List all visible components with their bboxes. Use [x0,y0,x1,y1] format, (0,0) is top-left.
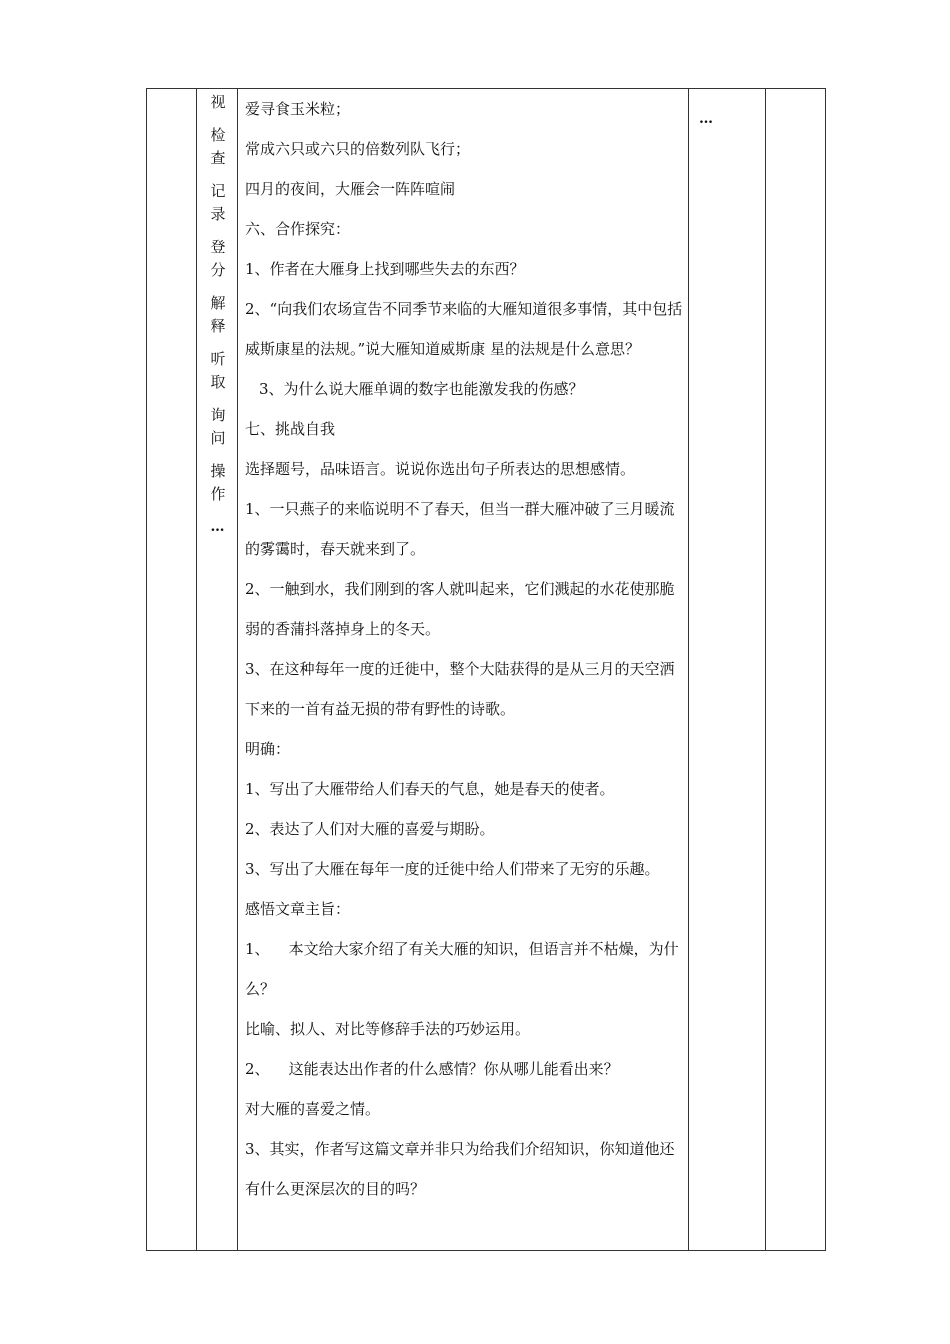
question: 1、作者在大雁身上找到哪些失去的东西？ [245,260,525,278]
answer-item: 3、写出了大雁在每年一度的迁徙中给人们带来了无穷的乐趣。 [245,860,660,878]
method-term: 询问 [210,406,226,447]
question: 3、为什么说大雁单调的数字也能激发我的伤感？ [259,380,584,398]
lesson-table [146,88,826,1251]
column-divider [688,89,689,1250]
theme-answer: 比喻、拟人、对比等修辞手法的巧妙运用。 [245,1020,531,1038]
answer-item: 1、写出了大雁带给人们春天的气息，她是春天的使者。 [245,780,615,798]
question: 2、“向我们农场宣告不同季节来临的大雁知道很多事情，其中包括威斯康星的法规。”说大雁知道威斯康 星的法规是什么意思？ [245,300,683,358]
answer-item: 2、表达了人们对大雁的喜爱与期盼。 [245,820,495,838]
content-line: 四月的夜间，大雁会一阵阵喧闹 [245,180,456,198]
method-term: 操作 [210,462,226,503]
theme-heading: 感悟文章主旨： [245,900,351,918]
method-term: 检查 [210,126,226,167]
content-line: 爱寻食玉米粒； [245,100,351,118]
method-term: 记录 [210,182,226,223]
sentence-item: 2、一触到水，我们刚到的客人就叫起来，它们溅起的水花使那脆弱的香蒲抖落掉身上的冬天。 [245,580,675,638]
column-divider [237,89,238,1250]
sentence-item: 1、一只燕子的来临说明不了春天，但当一群大雁冲破了三月暖流的雾霭时，春天就来到了。 [245,500,675,558]
method-term: 视 [210,93,226,111]
theme-answer: 对大雁的喜爱之情。 [245,1100,381,1118]
clarify-heading: 明确： [245,740,291,758]
method-ellipsis: … [210,519,226,535]
theme-question: 3、其实，作者写这篇文章并非只为给我们介绍知识，你知道他还有什么更深层次的目的吗？ [245,1140,675,1198]
column-divider [765,89,766,1250]
lesson-content [245,89,685,1209]
column-divider [196,89,197,1250]
theme-question: 2、 这能表达出作者的什么感情？你从哪儿能看出来？ [245,1060,619,1078]
teaching-methods-column [199,91,237,539]
column4-ellipsis: … [699,111,714,127]
method-term: 听取 [210,350,226,391]
sentence-item: 3、在这种每年一度的迁徙中，整个大陆获得的是从三月的天空洒下来的一首有益无损的带有野性的诗歌。 [245,660,675,718]
theme-question: 1、 本文给大家介绍了有关大雁的知识，但语言并不枯燥，为什么？ [245,940,679,998]
method-term: 解释 [210,294,226,335]
section-heading: 六、合作探究： [245,220,351,238]
method-term: 登分 [210,238,226,279]
content-line: 常成六只或六只的倍数列队飞行； [245,140,471,158]
instruction: 选择题号，品味语言。说说你选出句子所表达的思想感情。 [245,460,636,478]
section-heading: 七、挑战自我 [245,420,336,438]
